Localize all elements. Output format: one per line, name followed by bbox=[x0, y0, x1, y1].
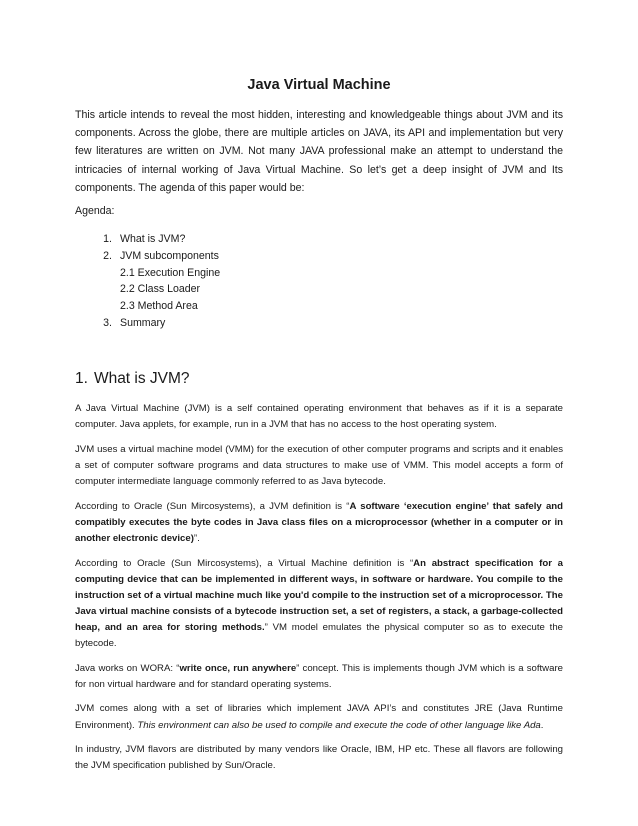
intro-paragraph: This article intends to reveal the most hidden, interesting and knowledgeable things about JVM and its components. Across the globe, there are multiple articles on JAVA, its API and implementation but very few literatures are written on JVM. Not many JAVA professional make an attempt to understand the intricacies of internal working of Java Virtual Machine. So let’s get a deep insight of JVM and Its components. The agenda of this paper would be: bbox=[75, 109, 563, 194]
paragraph: In industry, JVM flavors are distributed by many vendors like Oracle, IBM, HP etc. These all flavors are following the JVM specification published by Sun/Oracle. bbox=[75, 744, 563, 772]
section-body bbox=[75, 401, 563, 783]
agenda-subitem: 2.1 Execution Engine bbox=[120, 266, 221, 279]
agenda-subitem: 2.3 Method Area bbox=[120, 300, 198, 313]
paragraph: JVM uses a virtual machine model (VMM) for the execution of other computer programs and scripts and it enables a set of computer software programs and data structures to make use of VMM. This model accepts a form of computer intermediate language commonly referred to as Java bytecode. bbox=[75, 443, 563, 487]
paragraph: A Java Virtual Machine (JVM) is a self contained operating environment that behaves as if it is a separate computer. Java applets, for example, run in a JVM that has no access to the host operating system. bbox=[75, 403, 563, 431]
paragraph: JVM comes along with a set of libraries which implement JAVA API’s and constitutes JRE (Java Runtime Environment). This environment can also be used to compile and execute the code of other language like Ada. bbox=[75, 703, 563, 731]
paragraph: According to Oracle (Sun Mircosystems), a Virtual Machine definition is “An abstract specification for a computing device that can be implemented in different ways, in software or hardware. You compile to the instruction set of a virtual machine much like you'd compile to the instruction set of a microprocessor. The Java virtual machine consists of a bytecode instruction set, a set of registers, a stack, a garbage-collected heap, and an area for storing methods.” VM model emulates the physical computer so as to execute the bytecode. bbox=[75, 557, 563, 649]
agenda-item: 1. What is JVM? bbox=[103, 233, 186, 245]
agenda-list bbox=[75, 231, 220, 332]
agenda-item: 2. JVM subcomponents bbox=[103, 249, 219, 262]
agenda-label: Agenda: bbox=[75, 205, 115, 217]
agenda-subitem: 2.2 Class Loader bbox=[120, 283, 201, 296]
document-title: Java Virtual Machine bbox=[247, 77, 391, 93]
agenda-item: 3. Summary bbox=[103, 316, 166, 329]
paragraph: According to Oracle (Sun Mircosystems), a JVM definition is “A software ‘execution engine’ that safely and compatibly executes the byte codes in Java class files on a microprocessor (whether in a computer or in another electronic device)”. bbox=[75, 500, 563, 544]
section-heading: 1. What is JVM? bbox=[75, 370, 190, 387]
paragraph: Java works on WORA: “write once, run anywhere” concept. This is implements though JVM which is a software for non virtual hardware and for standard operating systems. bbox=[75, 662, 563, 690]
